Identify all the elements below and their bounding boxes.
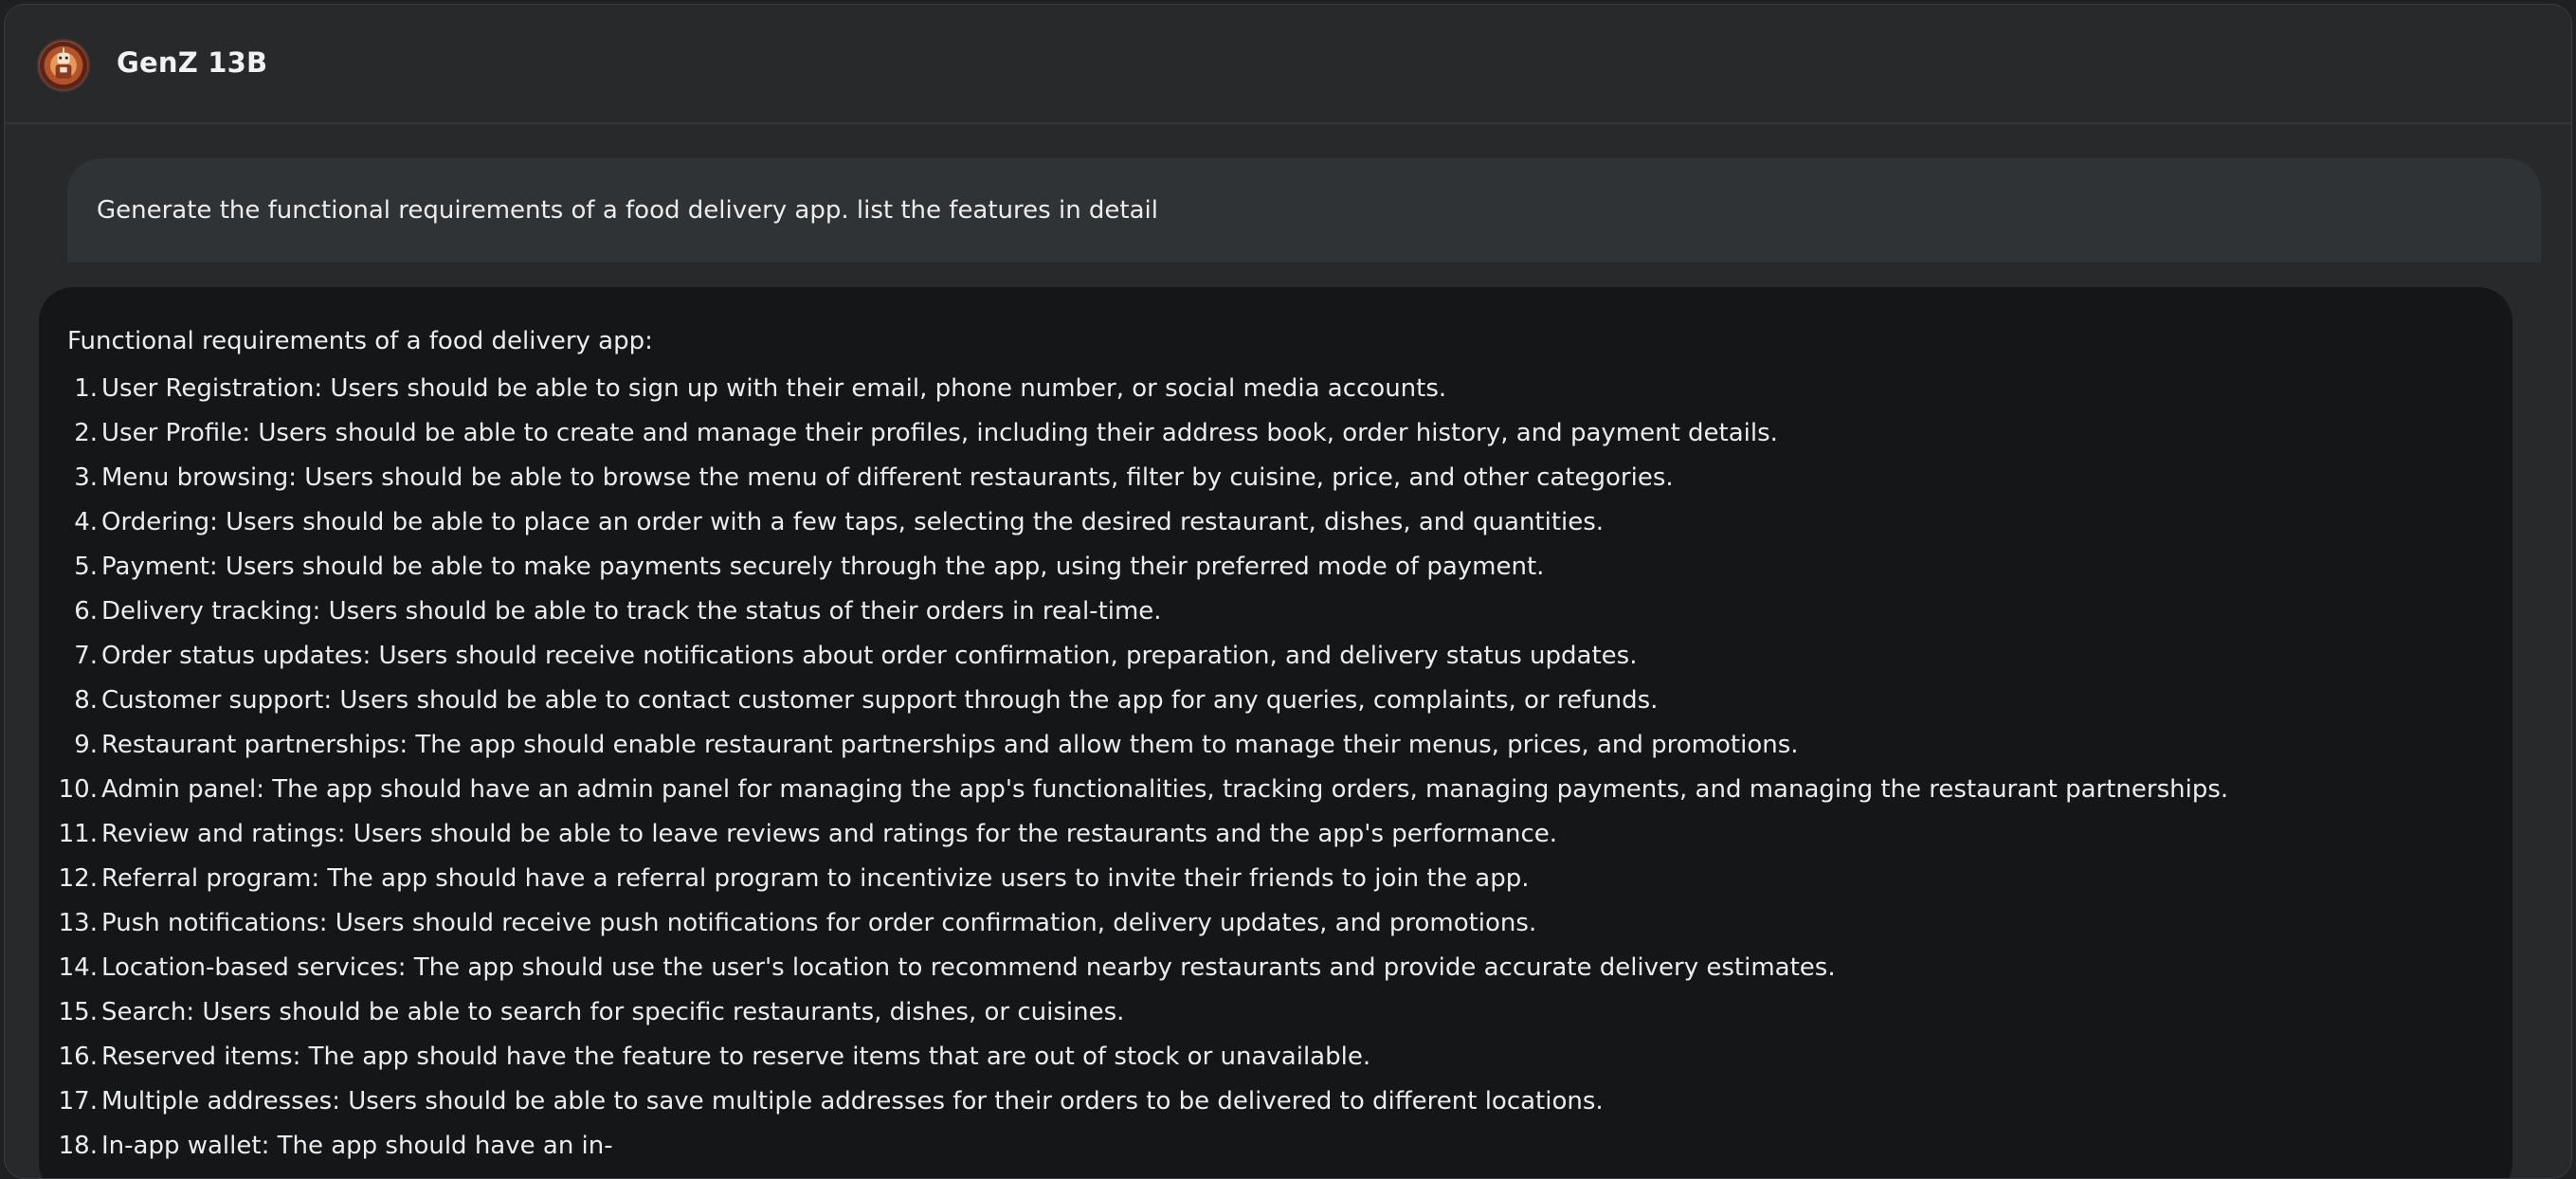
app-title: GenZ 13B xyxy=(117,46,268,79)
list-item-number: 6. xyxy=(74,597,98,626)
robot-avatar-icon xyxy=(37,39,90,92)
bot-message-bubble xyxy=(39,287,2513,1179)
list-item-text: Delivery tracking: Users should be able to track the status of their orders in real-time. xyxy=(101,597,1162,626)
list-item-number: 9. xyxy=(74,731,98,759)
list-item-text: User Registration: Users should be able to sign up with their email, phone number, or social media accounts. xyxy=(101,374,1447,403)
list-item-number: 1. xyxy=(74,374,98,403)
list-item-text: Location-based services: The app should use the user's location to recommend nearby restaurants and provide accurate delivery estimates. xyxy=(101,953,1836,982)
list-item-text: Customer support: Users should be able to contact customer support through the app for any queries, complaints, or refunds. xyxy=(101,686,1659,715)
list-item-text: Reserved items: The app should have the feature to reserve items that are out of stock or unavailable. xyxy=(101,1043,1371,1071)
chat-header xyxy=(5,5,2571,124)
list-item-text: Push notifications: Users should receive push notifications for order confirmation, delivery updates, and promotions. xyxy=(101,909,1537,937)
list-item-number: 13. xyxy=(58,909,98,937)
list-item-text: Multiple addresses: Users should be able to save multiple addresses for their orders to be delivered to different locations. xyxy=(101,1087,1604,1116)
list-item-text: Admin panel: The app should have an admin panel for managing the app's functionalities, tracking orders, managing payments, and managing the restaurant partnerships. xyxy=(101,775,2229,804)
list-item-number: 11. xyxy=(58,820,98,848)
list-item-number: 16. xyxy=(58,1043,98,1071)
user-message-bubble xyxy=(67,158,2541,263)
list-item-text: Restaurant partnerships: The app should enable restaurant partnerships and allow them to manage their menus, prices, and promotions. xyxy=(101,731,1799,759)
user-message-text: Generate the functional requirements of a food delivery app. list the features in detail xyxy=(97,196,1159,225)
list-item-text: Payment: Users should be able to make payments securely through the app, using their preferred mode of payment. xyxy=(101,553,1545,581)
list-item-text: Order status updates: Users should receive notifications about order confirmation, preparation, and delivery status updates. xyxy=(101,642,1638,670)
list-item-text: User Profile: Users should be able to create and manage their profiles, including their address book, order history, and payment details. xyxy=(101,419,1778,447)
list-item-number: 17. xyxy=(58,1087,98,1116)
list-item-number: 4. xyxy=(74,508,98,536)
chat-window xyxy=(4,4,2572,1179)
list-item-number: 2. xyxy=(74,419,98,447)
list-item-text: Referral program: The app should have a referral program to incentivize users to invite their friends to join the app. xyxy=(101,864,1530,893)
list-item-number: 3. xyxy=(74,463,98,492)
list-item-number: 5. xyxy=(74,553,98,581)
bot-message-intro: Functional requirements of a food delivery app: xyxy=(67,327,653,355)
list-item-text: In-app wallet: The app should have an in- xyxy=(101,1132,613,1160)
list-item-text: Review and ratings: Users should be able to leave reviews and ratings for the restaurants and the app's performance. xyxy=(101,820,1558,848)
list-item-text: Ordering: Users should be able to place an order with a few taps, selecting the desired restaurant, dishes, and quantities. xyxy=(101,508,1605,536)
list-item-number: 8. xyxy=(74,686,98,715)
list-item-text: Search: Users should be able to search for specific restaurants, dishes, or cuisines. xyxy=(101,998,1125,1026)
list-item-number: 18. xyxy=(58,1132,98,1160)
list-item-number: 10. xyxy=(58,775,98,804)
list-item-number: 12. xyxy=(58,864,98,893)
list-item-number: 7. xyxy=(74,642,98,670)
list-item-text: Menu browsing: Users should be able to browse the menu of different restaurants, filter by cuisine, price, and other categories. xyxy=(101,463,1674,492)
list-item-number: 14. xyxy=(58,953,98,982)
list-item-number: 15. xyxy=(58,998,98,1026)
